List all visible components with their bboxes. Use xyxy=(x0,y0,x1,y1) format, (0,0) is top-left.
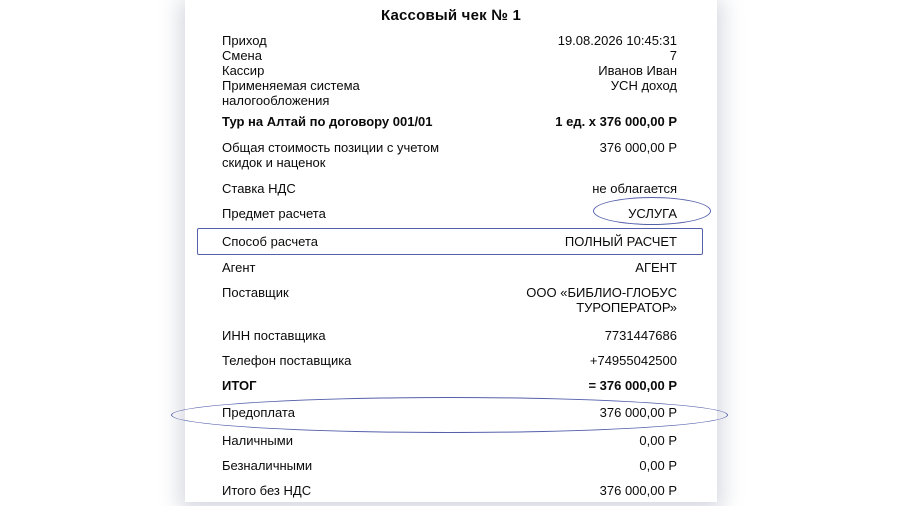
row-label: ИНН поставщика xyxy=(222,328,326,343)
row-value: 19.08.2026 10:45:31 xyxy=(557,33,677,48)
row-label: Способ расчета xyxy=(222,234,319,249)
row-label: Кассир xyxy=(222,63,265,78)
row-label: Агент xyxy=(222,260,256,275)
row-value: 7731447686 xyxy=(604,328,677,343)
row-label: Телефон поставщика xyxy=(222,353,352,368)
row-label: Наличными xyxy=(222,433,293,448)
row-vat-rate xyxy=(222,181,677,196)
row-total-without-vat xyxy=(222,483,677,498)
row-total xyxy=(222,378,677,393)
row-value: Иванов Иван xyxy=(598,63,677,78)
row-label: Поставщик xyxy=(222,285,289,300)
row-value: = 376 000,00 Р xyxy=(588,378,677,393)
row-label: Общая стоимость позиции с учетом скидок и наценок xyxy=(222,140,440,170)
row-label: Предмет расчета xyxy=(222,206,326,221)
row-cashless xyxy=(222,458,677,473)
row-label: Смена xyxy=(222,48,262,63)
row-label: Ставка НДС xyxy=(222,181,296,196)
row-label: Тур на Алтай по договору 001/01 xyxy=(222,114,433,129)
row-value: 7 xyxy=(669,48,677,63)
row-value: не облагается xyxy=(592,181,677,196)
row-value: ПОЛНЫЙ РАСЧЕТ xyxy=(564,234,677,249)
row-supplier-inn xyxy=(222,328,677,343)
row-label: Безналичными xyxy=(222,458,313,473)
row-value: 376 000,00 Р xyxy=(599,140,677,155)
row-smena xyxy=(222,48,677,63)
row-value: 376 000,00 Р xyxy=(599,483,677,498)
row-subject xyxy=(222,206,677,221)
row-tax-system xyxy=(222,78,677,108)
row-item-name xyxy=(222,114,677,129)
row-supplier xyxy=(222,285,677,315)
row-value: АГЕНТ xyxy=(635,260,677,275)
row-value: +74955042500 xyxy=(589,353,677,368)
receipt-title: Кассовый чек № 1 xyxy=(380,7,522,24)
row-prepayment xyxy=(222,405,677,420)
row-kassir xyxy=(222,63,677,78)
row-prihod xyxy=(222,33,677,48)
row-value: ООО «БИБЛИО-ГЛОБУС ТУРОПЕРАТОР» xyxy=(526,285,677,315)
row-agent xyxy=(222,260,677,275)
row-value: 376 000,00 Р xyxy=(599,405,677,420)
row-label: ИТОГ xyxy=(222,378,257,393)
row-cash xyxy=(222,433,677,448)
row-value: УСН доход xyxy=(610,78,677,93)
row-value: УСЛУГА xyxy=(628,206,677,221)
row-value: 1 ед. х 376 000,00 Р xyxy=(555,114,677,129)
row-label: Приход xyxy=(222,33,267,48)
row-total-position xyxy=(222,140,677,170)
row-label: Предоплата xyxy=(222,405,295,420)
receipt-paper xyxy=(185,0,717,502)
row-value: 0,00 Р xyxy=(639,458,677,473)
row-label: Итого без НДС xyxy=(222,483,312,498)
row-value: 0,00 Р xyxy=(639,433,677,448)
row-payment-method xyxy=(222,234,677,249)
row-supplier-phone xyxy=(222,353,677,368)
row-label: Применяемая система налогообложения xyxy=(222,78,360,108)
